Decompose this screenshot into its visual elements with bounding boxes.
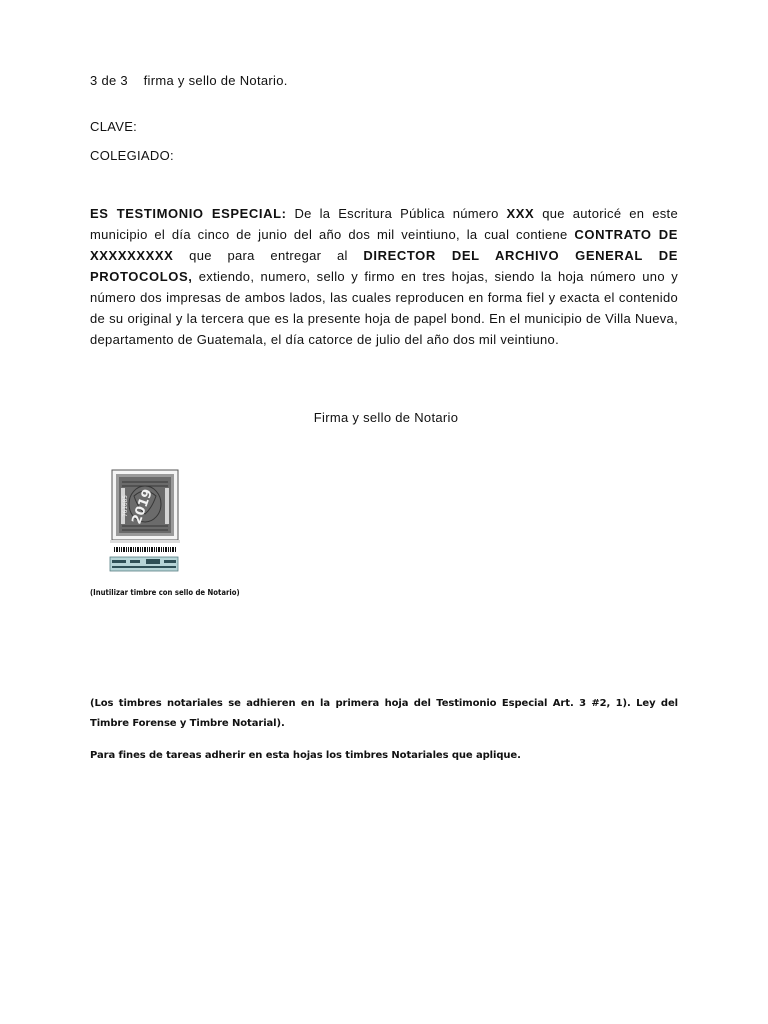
clave-label: CLAVE: xyxy=(90,119,138,134)
colegiado-label: COLEGIADO: xyxy=(90,148,174,163)
testimonio-text-1: De la Escritura Pública número xyxy=(286,206,507,221)
signature-note: firma y sello de Notario. xyxy=(143,73,288,88)
contrato-name: CONTRATO DE XXXXXXXXX xyxy=(90,227,678,263)
fines-note: Para fines de tareas adherir en esta hojas los timbres Notariales que aplique. xyxy=(90,750,521,761)
firma-sello-line xyxy=(0,410,768,425)
testimonio-text-2: que autoricé en este municipio el día cinco de junio del año dos mil veintiuno, la cual contiene xyxy=(90,206,679,242)
testimonio-heading: ES TESTIMONIO ESPECIAL: xyxy=(90,206,287,221)
barcode-icon xyxy=(114,547,176,552)
director-archivo: DIRECTOR DEL ARCHIVO GENERAL DE PROTOCOLOS, xyxy=(90,248,678,284)
testimonio-text-4: extiendo, numero, sello y firmo en tres hojas, siendo la hoja número uno y número dos impresas de ambos lados, las cuales reproducen en forma fiel y exacta el contenido de su original y la tercera que es la presente hoja de papel bond. En el municipio de Villa Nueva, departamento de Guatemala, el día catorce de julio del año dos mil veintiuno. xyxy=(90,269,678,347)
header-line xyxy=(90,73,288,88)
svg-text:761685: 761685 xyxy=(122,495,129,517)
escritura-numero: XXX xyxy=(506,206,535,221)
stamp-number: 2019 xyxy=(129,487,156,527)
notarial-stamp-image xyxy=(108,468,182,576)
firma-sello-text: Firma y sello de Notario xyxy=(313,410,459,425)
testimonio-paragraph xyxy=(90,203,678,350)
timbres-note: (Los timbres notariales se adhieren en la primera hoja del Testimonio Especial Art. 3 #2, 1). Ley del Timbre Forense y Timbre Notarial). xyxy=(90,698,678,729)
testimonio-text-3: que para entregar al xyxy=(173,248,364,263)
page-indicator: 3 de 3 xyxy=(90,73,128,88)
inutilizar-note: (Inutilizar timbre con sello de Notario) xyxy=(90,588,240,597)
